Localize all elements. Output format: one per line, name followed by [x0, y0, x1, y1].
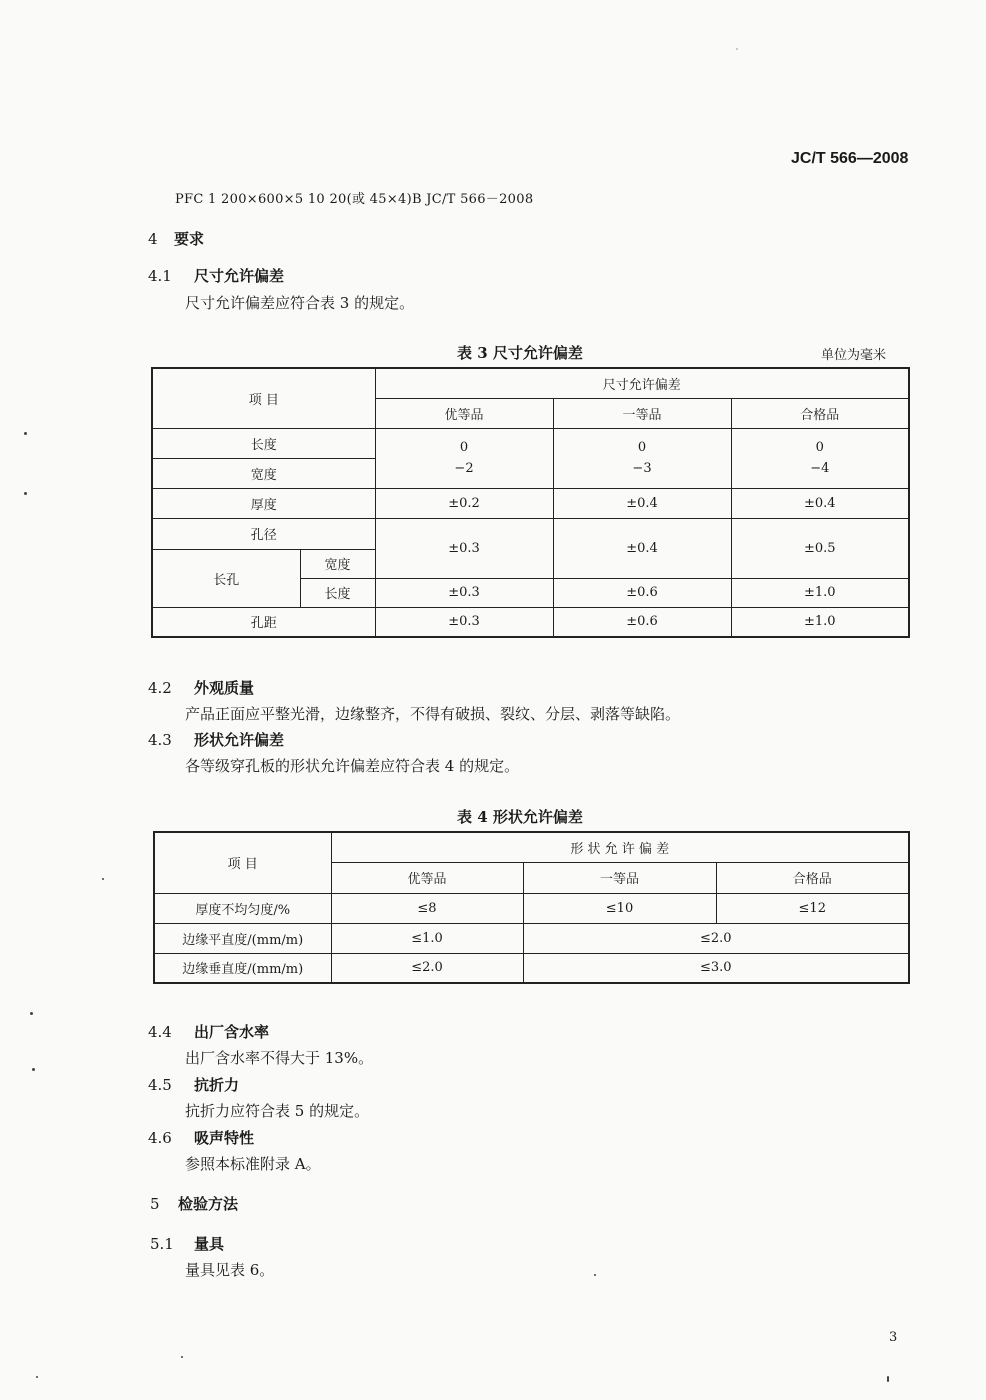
- scan-speck: [30, 1012, 33, 1015]
- table4-row-label: 厚度不均匀度/%: [154, 893, 331, 923]
- section-4-3-heading: 4.3 形状允许偏差: [148, 731, 285, 749]
- table3-cell: 0 −3: [553, 428, 731, 488]
- scan-speck: [24, 432, 27, 435]
- table3-long-hole-width-label: 宽度: [300, 549, 375, 578]
- table3-cell: ±0.6: [553, 607, 731, 637]
- section-4-1-heading: 4.1 尺寸允许偏差: [148, 267, 285, 285]
- table3-cell: ±0.2: [375, 488, 553, 518]
- table4-cell: ≤2.0: [523, 923, 909, 953]
- scan-speck: [594, 1274, 596, 1276]
- section-4-heading: 4 要求: [148, 230, 205, 248]
- table4-cell: ≤10: [523, 893, 716, 923]
- table4-grade: 合格品: [716, 862, 909, 893]
- table4-cell: ≤2.0: [331, 953, 523, 983]
- table3-cell: 0 −2: [375, 428, 553, 488]
- marking-example: PFC 1 200×600×5 10 20(或 45×4)B JC/T 566－2008: [175, 192, 534, 207]
- table3-grade: 合格品: [731, 398, 909, 428]
- table4-grade: 优等品: [331, 862, 523, 893]
- table4-cell: ≤8: [331, 893, 523, 923]
- section-5-1-heading: 5.1 量具: [150, 1235, 225, 1253]
- scan-speck: [24, 492, 27, 495]
- table3-group-header: 尺寸允许偏差: [375, 368, 909, 398]
- table4: [153, 831, 910, 984]
- table4-cell: ≤3.0: [523, 953, 909, 983]
- table3-cell: ±0.4: [731, 488, 909, 518]
- table3-cell: ±0.3: [375, 578, 553, 607]
- table4-group-header: 形 状 允 许 偏 差: [331, 832, 909, 862]
- section-5-1-text: 量具见表 6。: [185, 1261, 275, 1279]
- section-4-3-text: 各等级穿孔板的形状允许偏差应符合表 4 的规定。: [185, 757, 520, 775]
- table3-cell: ±0.5: [731, 518, 909, 578]
- table4-item-header: 项 目: [154, 832, 331, 893]
- scan-speck: [32, 1068, 35, 1071]
- table3-long-hole-length-label: 长度: [300, 578, 375, 607]
- table3-width-label: 宽度: [152, 458, 375, 488]
- scan-speck: [736, 48, 738, 50]
- scan-speck: [36, 1376, 38, 1378]
- table3-hole-spacing-label: 孔距: [152, 607, 375, 637]
- section-4-5-heading: 4.5 抗折力: [148, 1076, 240, 1094]
- table4-caption: 表 4 形状允许偏差: [457, 808, 583, 826]
- table3-cell: 0 −4: [731, 428, 909, 488]
- table3-caption: 表 3 尺寸允许偏差: [457, 344, 583, 362]
- table3-cell: ±0.4: [553, 488, 731, 518]
- table4-grade: 一等品: [523, 862, 716, 893]
- scan-speck: [887, 1376, 889, 1382]
- section-4-6-heading: 4.6 吸声特性: [148, 1129, 255, 1147]
- table3-length-label: 长度: [152, 428, 375, 458]
- table3-cell: ±0.6: [553, 578, 731, 607]
- table4-row-label: 边缘垂直度/(mm/m): [154, 953, 331, 983]
- table4-row-label: 边缘平直度/(mm/m): [154, 923, 331, 953]
- table3-item-header: 项 目: [152, 368, 375, 428]
- section-4-5-text: 抗折力应符合表 5 的规定。: [185, 1102, 370, 1120]
- section-4-2-text: 产品正面应平整光滑，边缘整齐，不得有破损、裂纹、分层、剥落等缺陷。: [185, 705, 681, 723]
- table3-grade: 一等品: [553, 398, 731, 428]
- scan-speck: [102, 878, 104, 880]
- table3-thickness-label: 厚度: [152, 488, 375, 518]
- section-5-heading: 5 检验方法: [150, 1195, 239, 1213]
- table3-unit: 单位为毫米: [821, 348, 887, 363]
- table3-cell: ±1.0: [731, 607, 909, 637]
- table3-cell: ±0.4: [553, 518, 731, 578]
- table3-cell: ±0.3: [375, 518, 553, 578]
- table3-cell: ±0.3: [375, 607, 553, 637]
- table3-cell: ±1.0: [731, 578, 909, 607]
- table3-long-hole-label: 长孔: [152, 549, 300, 607]
- section-4-2-heading: 4.2 外观质量: [148, 679, 255, 697]
- table3: [151, 367, 910, 638]
- section-4-6-text: 参照本标准附录 A。: [185, 1155, 321, 1173]
- table3-grade: 优等品: [375, 398, 553, 428]
- scan-speck: [181, 1356, 183, 1358]
- section-4-4-text: 出厂含水率不得大于 13%。: [185, 1049, 374, 1067]
- page-number: 3: [889, 1330, 898, 1345]
- section-4-4-heading: 4.4 出厂含水率: [148, 1023, 270, 1041]
- section-4-1-text: 尺寸允许偏差应符合表 3 的规定。: [185, 294, 415, 312]
- table4-cell: ≤12: [716, 893, 909, 923]
- standard-code: JC/T 566—2008: [791, 150, 909, 167]
- table3-hole-diameter-label: 孔径: [152, 518, 375, 549]
- table4-cell: ≤1.0: [331, 923, 523, 953]
